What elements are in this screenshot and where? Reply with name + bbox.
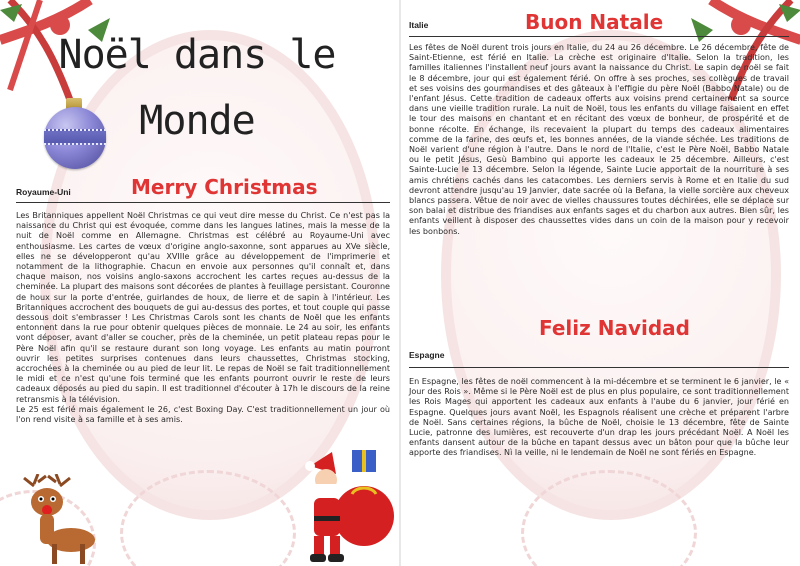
- greeting-merry-christmas: Merry Christmas: [131, 175, 318, 199]
- section-label-uk: Royaume-Uni: [16, 187, 71, 197]
- greeting-feliz-navidad: Feliz Navidad: [539, 316, 690, 340]
- section-label-spain: Espagne: [409, 350, 445, 360]
- section-divider: [16, 202, 390, 203]
- spain-article: En Espagne, les fêtes de noël commencent à la mi-décembre et se terminent le 6 janvier, le « Jour des Rois ». Même si le Père Noël est de plus en plus populaire, ce sont traditionnellement les Rois Mages qui apportent les cadeaux aux enfants à l'aube du 6 janvier, jour férié en Espagne. Quelques jours avant Noël, les Espagnols réalisent une crèche et préparent l'arbre de Noël. Sans certaines régions, la bûche de Noël, choisie le 13 décembre, fête de Sainte Lucie, patronne des lumières, est recouverte d'un drap les jours précédant Noël. A Noël les enfants dansent autour de la bûche en tapant dessus avec un bâton pour que la bûche leur apporte des friandises. Nì la veille, ni le lendemain de Noël ne sont fériés en Espagne.: [409, 377, 789, 458]
- uk-paragraph-1: Les Britanniques appellent Noël Christmas ce qui veut dire messe du Christ. Ce n'est pas la naissance du Christ qui est évoquée, comme dans les langues latines, mais la messe de la nuit de Noël comme en Allemagne. Christmas est célébré au Royaume-Uni avec enthousiasme. Les cartes de vœux d'origine anglo-saxonne, sont apparues au XVe siècle, elles ne se développeront qu'au XVIIIe grâce au développement de l'imprimerie et notamment de la lithographie. Chacun en envoie aux personnes qu'il connaît et, dans chaque maison, nos voisins anglo-saxons accrochent les cartes reçues au-dessus de la cheminée. La plupart des maisons sont décorées de plantes à feuillage persistant. Couronne de houx sur la porte d'entrée, guirlandes de houx, de lierre et de sapin à l'intérieur. Les Britanniques accrochent des bouquets de gui au-dessus des portes, et tout couple qui passe dessous doit s'embrasser ! Les Christmas Carols sont les chants de Noël que les enfants entonnent dans la rue pour obtenir quelques pièces de monnaie. Le 24 au soir, les enfants vont déposer, avant d'aller se coucher, près de la cheminée, un petit plateau repas pour le Père Noël afin qu'il se restaure durant son long voyage. Les enfants au matin pourront ouvrir les petites surprises contenues dans leurs chaussettes, Christmas stocking, accrochées à la cheminée ou au pied de leur lit. Le repas de Noël se fait traditionnellement le midi et ce n'est qu'une fois terminé que les enfants pourront ouvrir le reste de leurs cadeaux déposés au pied du sapin. Il est traditionnel d'écouter à 17h le discours de la reine retransmis à la télévision.: [16, 211, 390, 404]
- uk-paragraph-2: Le 25 est férié mais également le 26, c'est Boxing Day. C'est traditionnellement un jour où l'on rend visite à sa famille et à ses amis.: [16, 404, 390, 425]
- italy-article: Les fêtes de Noël durent trois jours en Italie, du 24 au 26 décembre. Le 26 décembre, fête de Saint-Etienne, est férié en Italie. La crèche est originaire d'Italie. Selon la tradition, les familles italiennes l'installent neuf jours avant la naissance du Christ. Le sapin de noël se fait le 8 décembre, jour qui est également férié. On offre à ses proches, ses collègues de travail et ses voisins des gourmandises et des gâteaux à l'effigie du père Noël (Babbo Natale) ou de l'enfant Jésus. Cette tradition de cadeaux offerts aux voisins prend certainement sa source dans une vieille tradition rurale. La nuit de Noël, tous les enfants du village faisaient en effet le tour des maisons en chantant et en récitant des vœux de bonheur, de prospérité et de bonne récolte. En échange, ils recevaient la plupart du temps des cadeaux alimentaires comme de la farine, des œufs et, les bonnes années, de la viande séchée. Les traditions de Noël varient d'une région à l'autre. Dans le nord de l'Italie, c'est le Père Noël, Babbo Natale ou le petit Jésus, Gesù Bambino qui apporte les cadeaux le 25 décembre. Ailleurs, c'est Sainte-Lucie le 13 décembre. Selon la légende, Sainte Lucie apportait de la nourriture à ses amis chrétiens cachés dans les catacombes. Les derniers servis à Rome et en Italie du sud devront attendre jusqu'au 19 Janvier, date sacrée où la Befana, la vielle sorcière aux cheveux blancs passera. Vêtue de noir avec de vielles chaussures toutes déchirées, elle se déplace sur son balai et distribue des friandises aux enfants sages et du charbon aux autres. Bien sûr, les enfants veillent à disposer des chaussettes vides dans un coin de la maison pour y recevoir les bonbons.: [409, 43, 789, 236]
- santa-claus-icon: [292, 444, 396, 566]
- left-page: [0, 0, 399, 566]
- reindeer-icon: [16, 474, 100, 566]
- right-page: [401, 0, 800, 566]
- greeting-buon-natale: Buon Natale: [525, 10, 664, 34]
- page-title: Noël dans le Monde: [58, 32, 336, 144]
- uk-article: [16, 211, 390, 425]
- section-divider: [409, 367, 789, 368]
- section-label-italy: Italie: [409, 20, 429, 30]
- section-divider: [409, 36, 789, 37]
